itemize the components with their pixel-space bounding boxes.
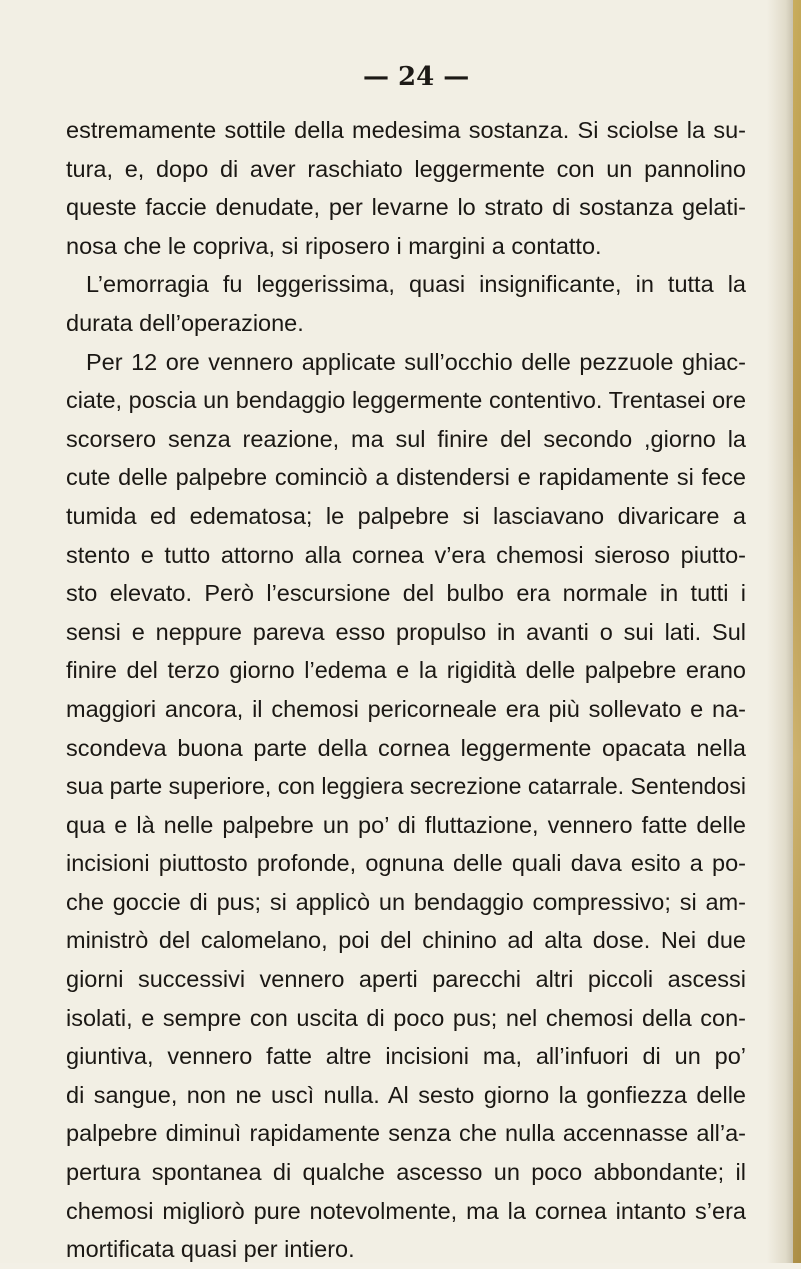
text-line: tumida ed edematosa; le palpebre si lasciavano divaricare a (66, 502, 746, 529)
text-line: mortificata quasi per intiero. (66, 1236, 355, 1263)
text-line: nosa che le copriva, si riposero i margini a contatto. (66, 232, 602, 259)
text-line: scorsero senza reazione, ma sul finire del secondo ,giorno la (66, 425, 746, 452)
text-line: sua parte superiore, con leggiera secrezione catarrale. Sentendosi (66, 773, 746, 800)
text-line: maggiori ancora, il chemosi pericorneale era più sollevato e na- (66, 695, 746, 722)
text-line: che goccie di pus; si applicò un bendaggio compressivo; si am- (66, 888, 746, 915)
text-line: pertura spontanea di qualche ascesso un poco abbondante; il (66, 1159, 746, 1186)
text-line: giuntiva, vennero fatte altre incisioni ma, all’infuori di un po’ (66, 1043, 746, 1070)
text-line: sensi e neppure pareva esso propulso in avanti o sui lati. Sul (66, 618, 746, 645)
text-line: di sangue, non ne uscì nulla. Al sesto giorno la gonfiezza delle (66, 1081, 746, 1108)
text-line: sto elevato. Però l’escursione del bulbo era normale in tutti i (66, 580, 746, 607)
text-line: finire del terzo giorno l’edema e la rigidità delle palpebre erano (66, 657, 746, 684)
text-line: estremamente sottile della medesima sostanza. Si sciolse la su- (66, 117, 746, 143)
text-line: palpebre diminuì rapidamente senza che nulla accennasse all’a- (66, 1120, 746, 1147)
text-line: tura, e, dopo di aver raschiato leggermente con un pannolino (66, 155, 746, 182)
text-line: queste faccie denudate, per levarne lo strato di sostanza gelati- (66, 194, 746, 221)
text-line: durata dell’operazione. (66, 309, 304, 336)
text-line: giorni successivi vennero aperti parecchi altri piccoli ascessi (66, 966, 746, 993)
text-line: ciate, poscia un bendaggio leggermente contentivo. Trentasei ore (66, 387, 746, 414)
text-line: qua e là nelle palpebre un po’ di fluttazione, vennero fatte delle (66, 811, 746, 838)
text-line: chemosi migliorò pure notevolmente, ma la cornea intanto s’era (66, 1197, 746, 1224)
text-line: stento e tutto attorno alla cornea v’era chemosi sieroso piutto- (66, 541, 746, 568)
text-line: scondeva buona parte della cornea leggermente opacata nella (66, 734, 746, 761)
text-line: incisioni piuttosto profonde, ognuna delle quali dava esito a po- (66, 850, 746, 877)
text-line: ministrò del calomelano, poi del chinino ad alta dose. Nei due (66, 927, 746, 954)
text-line: cute delle palpebre cominciò a distendersi e rapidamente si fece (66, 464, 746, 491)
body-text (66, 111, 746, 1269)
text-line: L’emorragia fu leggerissima, quasi insignificante, in tutta la (86, 271, 746, 298)
page-gilt-edge (793, 0, 801, 1263)
text-line: Per 12 ore vennero applicate sull’occhio delle pezzuole ghiac- (86, 348, 746, 375)
page-number: — 24 — (363, 62, 470, 92)
text-line: isolati, e sempre con uscita di poco pus; nel chemosi della con- (66, 1004, 746, 1031)
